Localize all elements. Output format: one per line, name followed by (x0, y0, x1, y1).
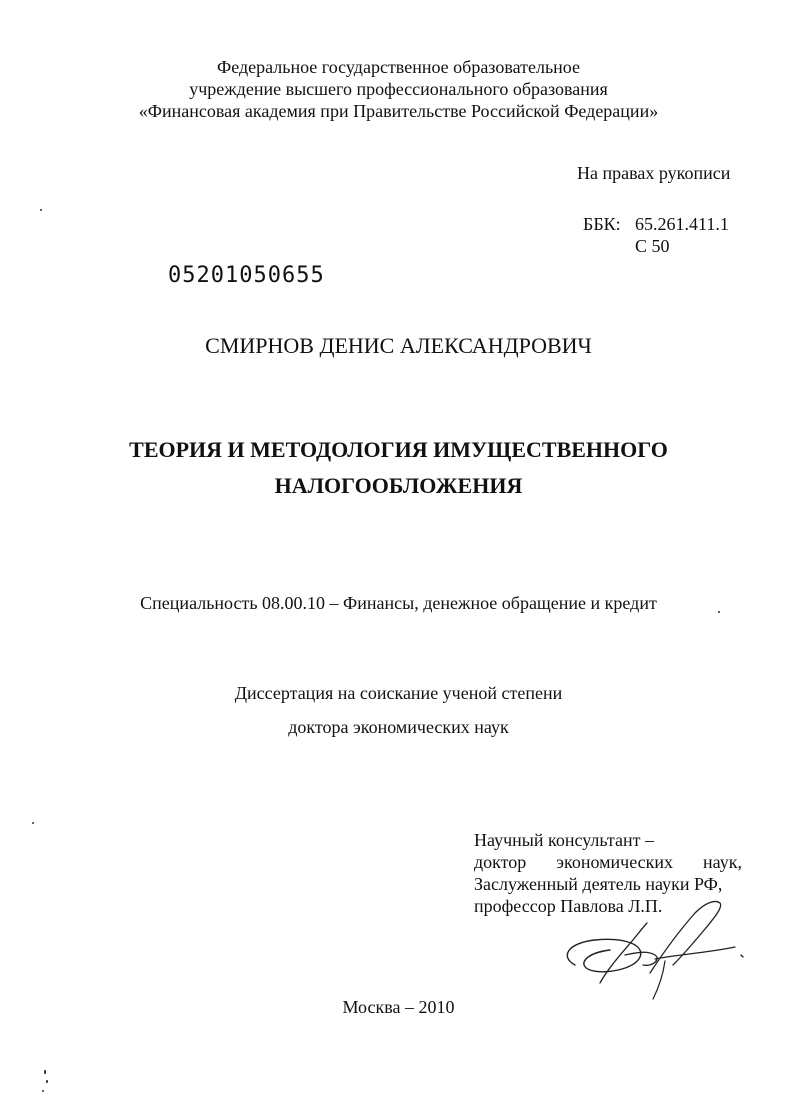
consultant-line-2: доктор экономических наук, (474, 852, 742, 872)
city-year: Москва – 2010 (342, 997, 455, 1017)
scan-speck (46, 1080, 48, 1083)
author-name: СМИРНОВ ДЕНИС АЛЕКСАНДРОВИЧ (205, 333, 592, 358)
scan-speck (42, 1090, 44, 1092)
institution-line-3: «Финансовая академия при Правительстве Российской Федерации» (138, 101, 659, 121)
institution-header (0, 56, 797, 122)
signature-icon (555, 895, 755, 1010)
institution-line-2: учреждение высшего профессионального образования (189, 79, 608, 99)
registration-number: 05201050655 (168, 263, 325, 288)
title-line-1: ТЕОРИЯ И МЕТОДОЛОГИЯ ИМУЩЕСТВЕННОГО (129, 437, 668, 462)
bbk-label: ББК: (583, 214, 621, 234)
scan-speck (40, 209, 42, 211)
specialty: Специальность 08.00.10 – Финансы, денежное обращение и кредит (140, 593, 657, 613)
scan-speck (32, 822, 34, 824)
degree-line-1: Диссертация на соискание ученой степени (234, 683, 563, 703)
bbk-code-2: С 50 (635, 236, 670, 256)
consultant-line-1: Научный консультант – (474, 830, 654, 850)
dissertation-title (0, 432, 797, 504)
bbk-code-1: 65.261.411.1 (635, 214, 729, 234)
scan-speck (44, 1070, 46, 1074)
title-line-2: НАЛОГООБЛОЖЕНИЯ (274, 473, 523, 498)
consultant-line-3: Заслуженный деятель науки РФ, (474, 874, 723, 894)
consultant-line-4: профессор Павлова Л.П. (474, 896, 663, 916)
institution-line-1: Федеральное государственное образовательное (217, 57, 580, 77)
degree-line-2: доктора экономических наук (288, 717, 509, 737)
manuscript-note: На правах рукописи (577, 163, 731, 183)
degree-statement (0, 676, 797, 744)
bbk-classification (583, 213, 729, 257)
scan-speck (718, 611, 720, 613)
